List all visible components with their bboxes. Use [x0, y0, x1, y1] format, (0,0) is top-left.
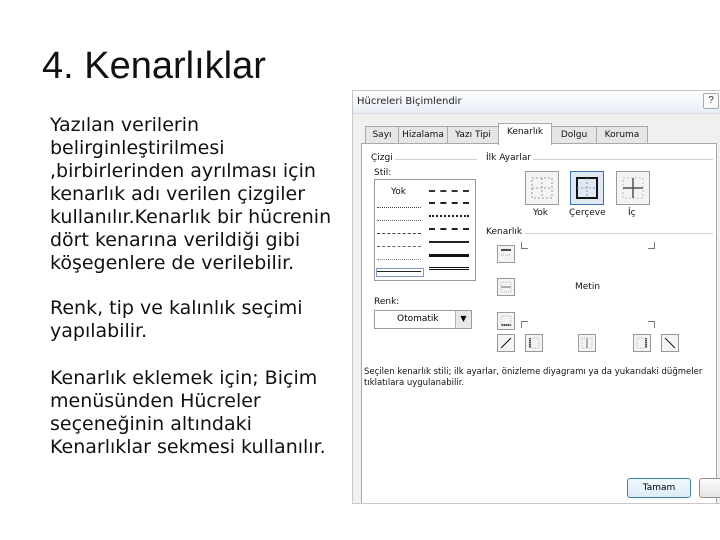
presets-group-label: İlk Ayarlar	[486, 153, 532, 163]
tab-kenarlik[interactable]: Kenarlık	[498, 123, 552, 145]
style-label: Stil:	[374, 168, 392, 178]
body-paragraph: Renk, tip ve kalınlık seçimi yapılabilir.	[50, 297, 303, 342]
hint-text: Seçilen kenarlık stili; ilk ayarlar, önizleme diyagramı ya da yukarıdaki düğmeler tıklatılara uygulanabilir.	[364, 367, 703, 388]
dialog-titlebar[interactable]	[353, 91, 720, 114]
border-group-label: Kenarlık	[486, 227, 523, 237]
line-style-option[interactable]	[429, 190, 469, 192]
line-style-option[interactable]	[377, 246, 421, 247]
line-style-option[interactable]	[429, 228, 469, 230]
preview-corner-mark	[648, 242, 655, 249]
line-style-option[interactable]	[429, 267, 469, 270]
border-right-button[interactable]	[633, 334, 651, 352]
line-style-option[interactable]	[377, 220, 421, 221]
line-style-option[interactable]	[377, 207, 421, 208]
border-bottom-button[interactable]	[497, 312, 515, 330]
border-right-icon	[634, 335, 650, 351]
group-divider	[533, 159, 713, 160]
border-left-icon	[526, 335, 542, 351]
preview-corner-mark	[521, 242, 528, 249]
chevron-down-icon[interactable]: ▼	[455, 311, 471, 328]
line-style-option[interactable]	[429, 241, 469, 243]
dialog-title: Hücreleri Biçimlendir	[357, 96, 462, 107]
preset-inside-label: İç	[628, 208, 636, 218]
tab-sayi[interactable]: Sayı	[365, 126, 399, 144]
selected-style-highlight	[376, 268, 424, 277]
line-style-option[interactable]	[377, 259, 421, 260]
tab-koruma[interactable]: Koruma	[596, 126, 648, 144]
preview-sample-text: Metin	[575, 282, 601, 292]
border-left-button[interactable]	[525, 334, 543, 352]
tab-hizalama[interactable]: Hizalama	[398, 126, 448, 144]
preset-inside-button[interactable]	[616, 171, 650, 205]
help-button[interactable]: ?	[703, 93, 719, 109]
border-top-icon	[498, 246, 514, 262]
preset-none-label: Yok	[533, 208, 549, 218]
line-style-option[interactable]	[429, 215, 469, 217]
border-diagonal-down-button[interactable]	[661, 334, 679, 352]
slide-body	[50, 114, 350, 459]
border-none-icon	[526, 172, 558, 204]
border-top-button[interactable]	[497, 245, 515, 263]
preset-outline-label: Çerçeve	[569, 208, 606, 218]
border-diagonal-up-button[interactable]	[497, 334, 515, 352]
border-inside-icon	[617, 172, 649, 204]
tab-dolgu[interactable]: Dolgu	[551, 126, 597, 144]
border-outline-icon	[571, 172, 603, 204]
line-style-option[interactable]	[429, 202, 469, 204]
preview-corner-mark	[648, 321, 655, 328]
diagonal-down-icon	[662, 335, 678, 351]
border-middle-vertical-icon	[579, 335, 595, 351]
color-dropdown-value: Otomatik	[397, 314, 439, 324]
style-none-option[interactable]: Yok	[391, 187, 407, 197]
line-style-list[interactable]	[374, 179, 476, 281]
border-middle-vertical-button[interactable]	[578, 334, 596, 352]
body-paragraph: Yazılan verilerin belirginleştirilmesi ,birbirlerinden ayrılması için kenarlık adı verilen çizgiler kullanılır.Kenarlık bir hücrenin dört kenarına verildiği gibi köşegenlere de verilebilir.	[50, 114, 332, 274]
diagonal-up-icon	[498, 335, 514, 351]
line-style-option[interactable]	[429, 254, 469, 257]
border-middle-horizontal-icon	[498, 279, 514, 295]
cancel-button[interactable]	[699, 478, 720, 498]
border-middle-horizontal-button[interactable]	[497, 278, 515, 296]
line-group-label: Çizgi	[371, 153, 393, 163]
preset-outline-button[interactable]	[570, 171, 604, 205]
ok-button[interactable]: Tamam	[627, 478, 691, 498]
slide-title: 4. Kenarlıklar	[42, 45, 266, 87]
group-divider	[395, 159, 477, 160]
tab-yazi-tipi[interactable]: Yazı Tipi	[447, 126, 499, 144]
body-paragraph: Kenarlık eklemek için; Biçim menüsünden Hücreler seçeneğinin altındaki Kenarlıklar sekmesi kullanılır.	[50, 367, 326, 458]
preset-none-button[interactable]	[525, 171, 559, 205]
color-label: Renk:	[374, 297, 400, 307]
preview-corner-mark	[521, 321, 528, 328]
format-cells-dialog	[352, 90, 720, 504]
line-style-option[interactable]	[377, 233, 421, 234]
color-dropdown[interactable]	[374, 310, 472, 329]
border-bottom-icon	[498, 313, 514, 329]
group-divider	[525, 233, 713, 234]
